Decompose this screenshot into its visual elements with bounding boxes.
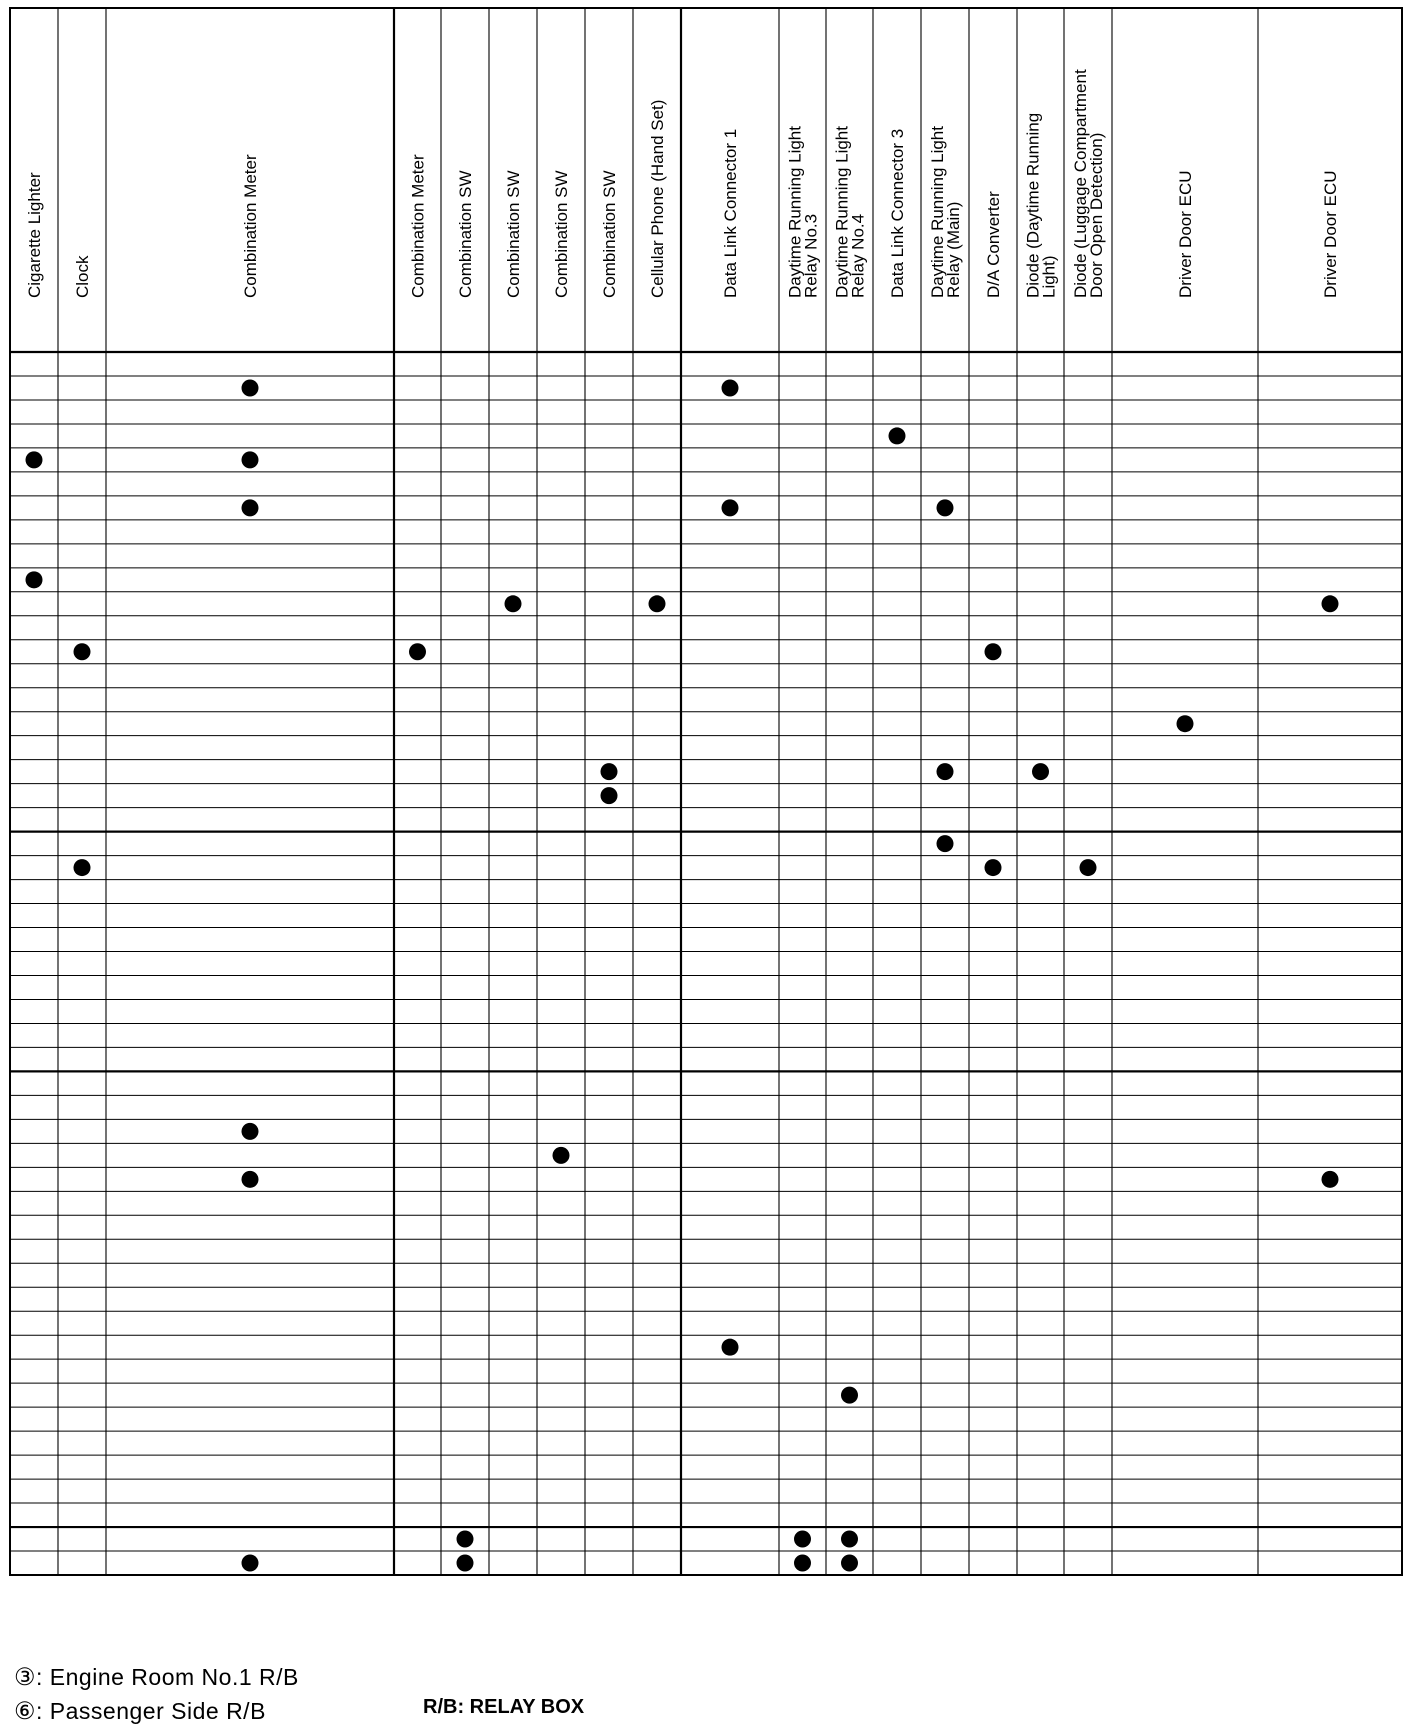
connection-dot	[74, 643, 91, 660]
connection-dot	[457, 1531, 474, 1548]
column-header-label: Combination SW	[552, 170, 571, 298]
column-header-label: Combination Meter	[408, 154, 428, 298]
connection-dot	[937, 499, 954, 516]
column-header-label: Relay (Main)	[944, 201, 963, 298]
column-header-label: Cellular Phone (Hand Set)	[648, 99, 667, 298]
connection-dot	[722, 1339, 739, 1356]
column-header-label: Clock	[73, 255, 92, 298]
connection-dot	[985, 859, 1002, 876]
legend-text-engine-room: : Engine Room No.1 R/B	[36, 1664, 299, 1690]
connection-dot	[242, 499, 259, 516]
connection-dot	[553, 1147, 570, 1164]
connection-dot	[889, 427, 906, 444]
column-header-label: Relay No.3	[801, 213, 821, 298]
column-header-label: Relay No.4	[848, 213, 868, 298]
legend-symbol-6: ⑥	[14, 1698, 37, 1725]
connection-dot	[794, 1531, 811, 1548]
column-header-label: Driver Door ECU	[1321, 170, 1340, 298]
connection-dot	[937, 763, 954, 780]
legend-text-passenger-side: : Passenger Side R/B	[36, 1698, 266, 1724]
connection-dot	[601, 787, 618, 804]
connection-dot	[74, 859, 91, 876]
connection-dot	[841, 1555, 858, 1572]
connection-dot	[601, 763, 618, 780]
column-header-label: Data Link Connector 1	[721, 128, 740, 298]
column-header-label: Combination Meter	[241, 154, 260, 298]
connection-dot	[409, 643, 426, 660]
connection-dot	[1322, 595, 1339, 612]
column-header-label: Daytime Running Light	[785, 126, 805, 298]
column-header-label: Data Link Connector 3	[888, 128, 907, 298]
legend-engine-room	[14, 1663, 299, 1692]
connection-dot	[1322, 1171, 1339, 1188]
connection-dot	[937, 835, 954, 852]
connection-dot	[1080, 859, 1097, 876]
connection-dot	[457, 1555, 474, 1572]
connection-dot	[242, 379, 259, 396]
column-header-label: Combination SW	[456, 170, 475, 298]
connection-dot	[242, 1171, 259, 1188]
column-header-label: Daytime Running Light	[928, 126, 947, 298]
connection-dot	[722, 499, 739, 516]
connection-dot	[242, 1123, 259, 1140]
column-header-label: Diode (Daytime Running	[1023, 112, 1043, 298]
column-headers	[25, 69, 1340, 298]
connection-dot	[242, 451, 259, 468]
connection-dot	[841, 1531, 858, 1548]
column-header-label: Driver Door ECU	[1176, 170, 1195, 298]
connection-dot	[649, 595, 666, 612]
connection-dot	[794, 1555, 811, 1572]
connection-dot	[985, 643, 1002, 660]
column-header-label: Light)	[1039, 255, 1059, 298]
legend-passenger-side	[14, 1697, 266, 1726]
column-header-label: Daytime Running Light	[832, 126, 852, 298]
connection-dot	[841, 1387, 858, 1404]
column-header-label: Combination SW	[504, 170, 523, 298]
connection-dot	[26, 571, 43, 588]
connection-dot	[26, 451, 43, 468]
connection-dot	[242, 1555, 259, 1572]
connection-dot	[1032, 763, 1049, 780]
relay-box-note: R/B: RELAY BOX	[423, 1696, 585, 1718]
column-header-label: Combination SW	[600, 170, 619, 298]
connection-dot	[505, 595, 522, 612]
connection-dot	[1177, 715, 1194, 732]
column-header-label: Diode (Luggage Compartment	[1071, 69, 1090, 298]
connection-dot	[722, 379, 739, 396]
column-header-label: Door Open Detection)	[1087, 132, 1106, 298]
column-header-label: D/A Converter	[984, 191, 1003, 298]
column-header-label: Cigarette Lighter	[25, 172, 44, 298]
legend-symbol-3: ③	[14, 1664, 37, 1691]
